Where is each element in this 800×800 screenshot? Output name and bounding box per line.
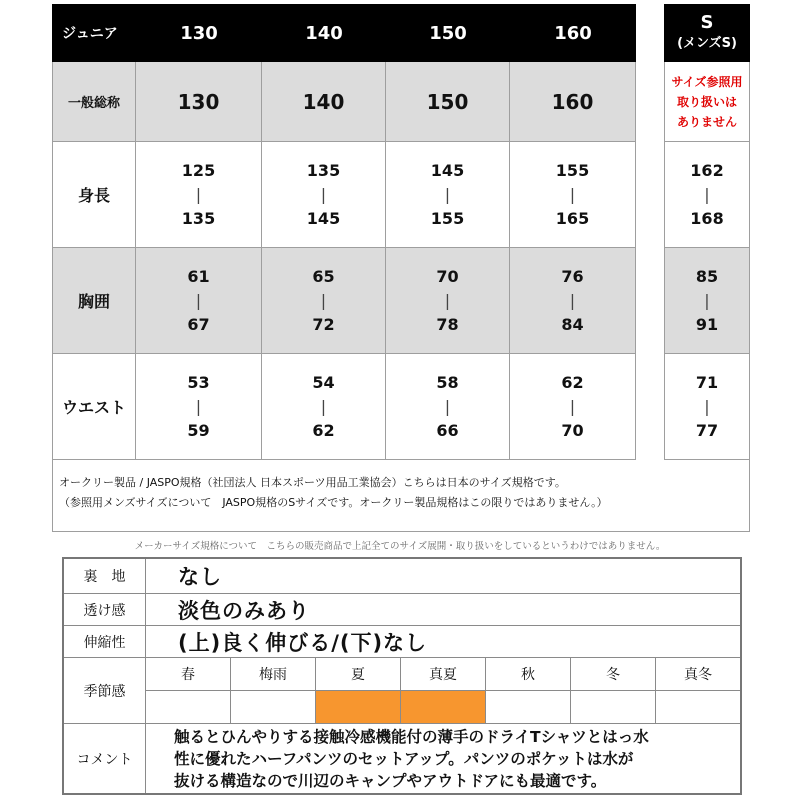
reference-note-line-2: 取り扱いは	[676, 94, 737, 109]
range-min: 135	[306, 160, 341, 180]
range-separator: |	[320, 184, 327, 204]
range-max: 72	[312, 314, 335, 334]
season-label: 季節感	[83, 683, 126, 700]
comment-line-2: 性に優れたハーフパンツのセットアップ。パンツのポケットは水が	[174, 750, 634, 768]
range-separator: |	[444, 184, 451, 204]
lining-label: 裏 地	[83, 569, 126, 585]
season-indicator-midwinter	[656, 691, 740, 723]
range-min: 58	[436, 372, 459, 392]
range-separator: |	[320, 290, 327, 310]
range-max: 155	[430, 208, 465, 228]
range-max: 78	[436, 314, 459, 334]
range-min: 61	[187, 266, 210, 286]
range-max: 135	[181, 208, 216, 228]
range-separator: |	[195, 396, 202, 416]
mens-s-header	[664, 4, 750, 62]
range-separator: |	[704, 290, 710, 310]
general-value-130: 130	[136, 62, 262, 142]
season-grid	[146, 658, 740, 723]
height-range-140	[262, 142, 386, 248]
range-min: 62	[561, 372, 584, 392]
range-separator: |	[444, 396, 451, 416]
range-min: 53	[187, 372, 210, 392]
mens-s-reference-note	[664, 62, 750, 142]
season-rainy: 梅雨	[259, 667, 287, 683]
range-separator: |	[569, 396, 576, 416]
season-indicator-rainy	[231, 691, 315, 723]
mens-s-size: S	[700, 12, 714, 33]
range-min: 145	[430, 160, 465, 180]
stretch-label: 伸縮性	[83, 634, 126, 651]
range-max: 165	[555, 208, 590, 228]
season-indicator-winter	[571, 691, 655, 723]
size-header-160: 160	[510, 4, 636, 62]
season-summer: 夏	[351, 667, 365, 683]
general-value-150: 150	[386, 62, 510, 142]
range-max: 67	[187, 314, 210, 334]
material-table	[62, 557, 742, 795]
range-max: 168	[690, 208, 724, 228]
range-max: 84	[561, 314, 584, 334]
chest-range-130	[136, 248, 262, 354]
range-min: 85	[695, 266, 719, 286]
range-min: 162	[690, 160, 724, 180]
range-min: 76	[561, 266, 584, 286]
size-notes-box	[52, 460, 750, 532]
season-indicator-autumn	[486, 691, 570, 723]
comment-label: コメント	[76, 751, 133, 768]
general-value-140: 140	[262, 62, 386, 142]
stretch-value: (上)良く伸びる/(下)なし	[178, 630, 428, 655]
season-midwinter: 真冬	[684, 667, 712, 683]
comment-line-3: 抜ける構造なので川辺のキャンプやアウトドアにも最適です。	[174, 772, 607, 790]
general-name-label: 一般総称	[52, 62, 136, 142]
range-max: 70	[561, 420, 584, 440]
waist-range-130	[136, 354, 262, 460]
range-min: 65	[312, 266, 335, 286]
chest-range-mens-s	[664, 248, 750, 354]
range-min: 71	[695, 372, 719, 392]
range-max: 91	[695, 314, 719, 334]
range-min: 70	[436, 266, 459, 286]
chest-range-160	[510, 248, 636, 354]
comment-text	[168, 724, 740, 793]
size-note-line-1: オークリー製品 / JASPO規格（社団法人 日本スポーツ用品工業協会）こちらは日本のサイズ規格です。	[59, 476, 566, 489]
chest-range-140	[262, 248, 386, 354]
range-separator: |	[195, 184, 202, 204]
range-max: 59	[187, 420, 210, 440]
chest-label: 胸囲	[52, 248, 136, 354]
height-range-150	[386, 142, 510, 248]
waist-range-150	[386, 354, 510, 460]
height-label: 身長	[52, 142, 136, 248]
height-range-130	[136, 142, 262, 248]
season-indicator-summer	[316, 691, 400, 723]
season-indicator-spring	[146, 691, 230, 723]
chest-range-150	[386, 248, 510, 354]
transparency-label: 透け感	[83, 602, 126, 619]
season-winter: 冬	[606, 667, 620, 683]
transparency-value: 淡色のみあり	[178, 598, 310, 623]
season-autumn: 秋	[521, 667, 535, 683]
range-min: 155	[555, 160, 590, 180]
range-separator: |	[444, 290, 451, 310]
range-max: 77	[695, 420, 719, 440]
comment-line-1: 触るとひんやりする接触冷感機能付の薄手のドライTシャツとはっ水	[174, 728, 649, 746]
range-separator: |	[569, 184, 576, 204]
season-indicator-midsummer	[401, 691, 485, 723]
range-max: 62	[312, 420, 335, 440]
height-range-160	[510, 142, 636, 248]
waist-label: ウエスト	[52, 354, 136, 460]
size-note-line-2: （参照用メンズサイズについて JASPO規格のSサイズです。オークリー製品規格はこの限りではありません。）	[59, 496, 608, 509]
lining-value: なし	[178, 565, 222, 589]
season-midsummer: 真夏	[429, 667, 457, 683]
reference-note-line-1: サイズ参照用	[671, 74, 743, 89]
junior-header-label: ジュニア	[52, 4, 136, 62]
range-separator: |	[704, 396, 710, 416]
range-max: 145	[306, 208, 341, 228]
range-separator: |	[195, 290, 202, 310]
size-header-140: 140	[262, 4, 386, 62]
range-max: 66	[436, 420, 459, 440]
range-min: 54	[312, 372, 335, 392]
maker-size-note: メーカーサイズ規格について こちらの販売商品で上記全てのサイズ展開・取り扱いをしているというわけではありません。	[134, 541, 666, 552]
season-spring: 春	[181, 667, 195, 683]
waist-range-mens-s	[664, 354, 750, 460]
waist-range-160	[510, 354, 636, 460]
general-value-160: 160	[510, 62, 636, 142]
height-range-mens-s	[664, 142, 750, 248]
waist-range-140	[262, 354, 386, 460]
range-separator: |	[320, 396, 327, 416]
mens-s-caption: (メンズS)	[677, 36, 737, 51]
range-separator: |	[569, 290, 576, 310]
range-min: 125	[181, 160, 216, 180]
size-header-130: 130	[136, 4, 262, 62]
range-separator: |	[704, 184, 710, 204]
size-header-150: 150	[386, 4, 510, 62]
reference-note-line-3: ありません	[676, 114, 737, 129]
